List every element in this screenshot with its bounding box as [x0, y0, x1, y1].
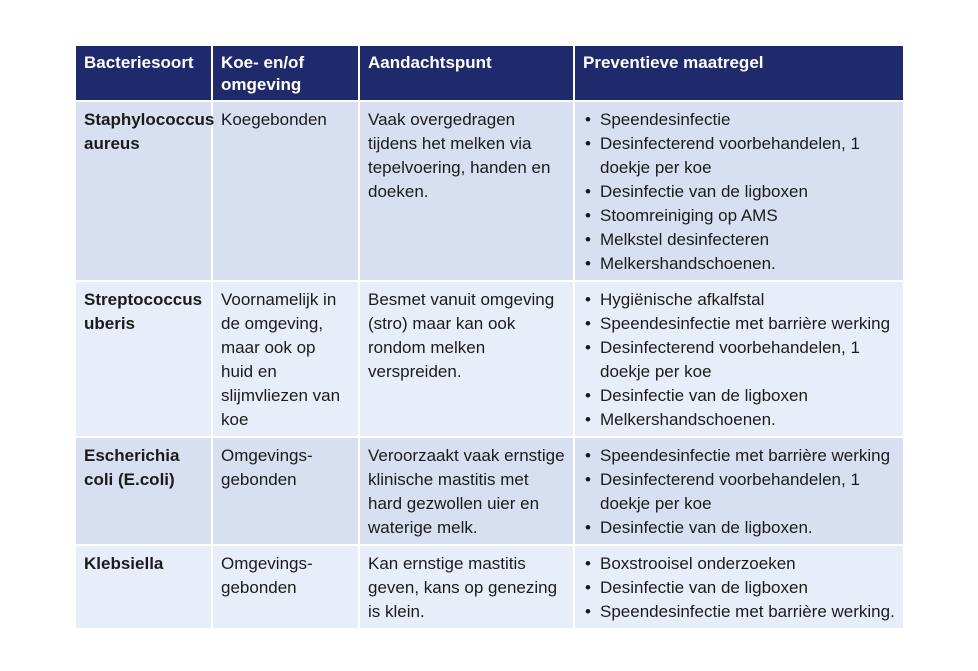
measures-list: [583, 288, 895, 432]
header-row: [76, 46, 903, 101]
table-row: [76, 545, 903, 628]
cell-origin: Koegebonden: [212, 101, 359, 281]
list-item: • Desinfectie van de ligboxen: [583, 180, 895, 204]
list-item: • Melkershandschoenen.: [583, 252, 895, 276]
list-item: • Desinfectie van de ligboxen.: [583, 516, 895, 540]
mastitis-prevention-table: [76, 46, 903, 628]
list-item: • Speendesinfectie met barrière werking.: [583, 600, 895, 624]
cell-note: Kan ernstige mastitis geven, kans op genezing is klein.: [359, 545, 574, 628]
list-item: • Speendesinfectie met barrière werking: [583, 444, 895, 468]
cell-species: Streptococcus uberis: [76, 281, 212, 437]
list-item: • Speendesinfectie: [583, 108, 895, 132]
measures-list: [583, 444, 895, 540]
list-item: • Hygiënische afkalfstal: [583, 288, 895, 312]
table-row: [76, 437, 903, 545]
header-bacteria-type: Bacteriesoort: [76, 46, 212, 101]
cell-measures: [574, 101, 903, 281]
list-item: • Desinfecterend voorbehandelen, 1 doekje per koe: [583, 468, 895, 516]
cell-note: Veroorzaakt vaak ernstige klinische mastitis met hard gezwollen uier en waterige melk.: [359, 437, 574, 545]
table-row: [76, 281, 903, 437]
list-item: • Speendesinfectie met barrière werking: [583, 312, 895, 336]
cell-measures: [574, 281, 903, 437]
table-header: [76, 46, 903, 101]
cell-origin: Voornamelijk in de omgeving, maar ook op huid en slijmvliezen van koe: [212, 281, 359, 437]
cell-note: Besmet vanuit omgeving (stro) maar kan ook rondom melken verspreiden.: [359, 281, 574, 437]
list-item: • Desinfecterend voorbehandelen, 1 doekje per koe: [583, 336, 895, 384]
list-item: • Stoomreiniging op AMS: [583, 204, 895, 228]
cell-species: Escherichia coli (E.coli): [76, 437, 212, 545]
list-item: • Desinfectie van de ligboxen: [583, 384, 895, 408]
list-item: • Boxstrooisel onderzoeken: [583, 552, 895, 576]
cell-species: Staphylococcus aureus: [76, 101, 212, 281]
cell-measures: [574, 437, 903, 545]
table-row: [76, 101, 903, 281]
cell-origin: Omgevings-gebonden: [212, 545, 359, 628]
cell-species: Klebsiella: [76, 545, 212, 628]
table-body: [76, 101, 903, 628]
list-item: • Melkershandschoenen.: [583, 408, 895, 432]
cell-note: Vaak overgedragen tijdens het melken via tepelvoering, handen en doeken.: [359, 101, 574, 281]
list-item: • Melkstel desinfecteren: [583, 228, 895, 252]
measures-list: [583, 552, 895, 624]
list-item: • Desinfectie van de ligboxen: [583, 576, 895, 600]
list-item: • Desinfecterend voorbehandelen, 1 doekje per koe: [583, 132, 895, 180]
header-preventive-measure: Preventieve maatregel: [574, 46, 903, 101]
header-point-of-attention: Aandachtspunt: [359, 46, 574, 101]
cell-measures: [574, 545, 903, 628]
measures-list: [583, 108, 895, 276]
header-cow-or-environment: Koe- en/of omgeving: [212, 46, 359, 101]
cell-origin: Omgevings-gebonden: [212, 437, 359, 545]
